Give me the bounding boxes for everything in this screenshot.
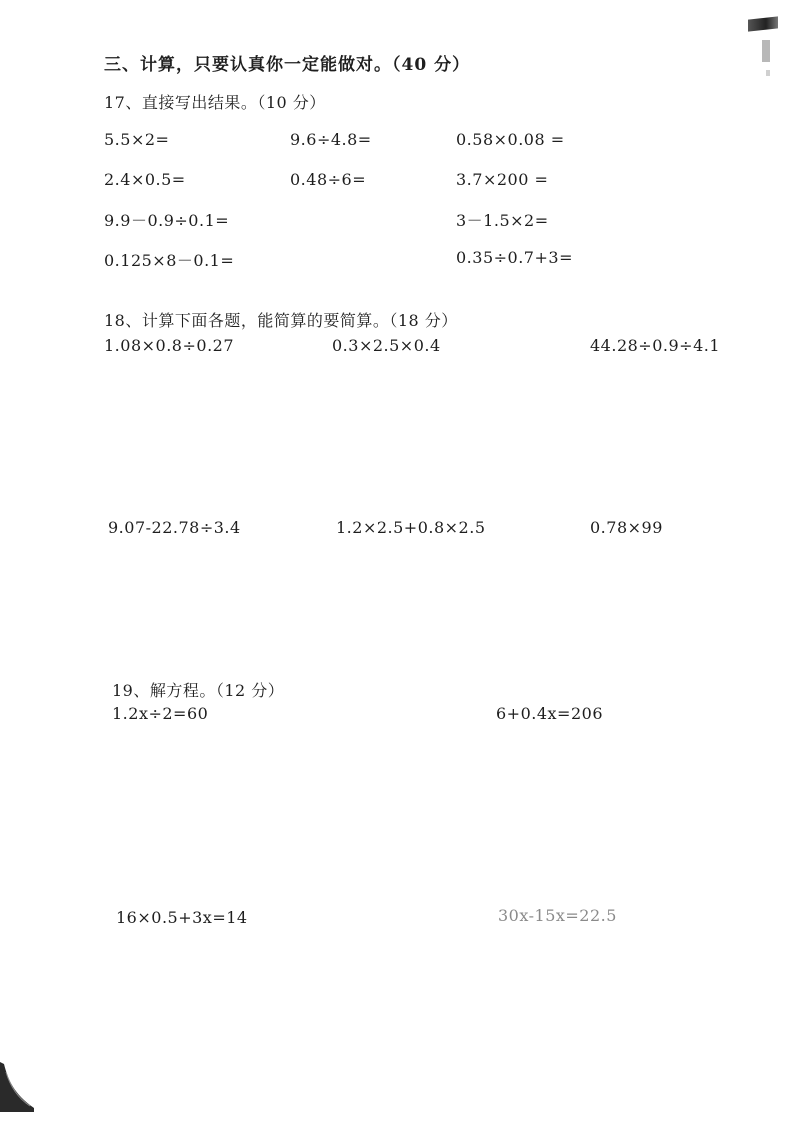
- q17-item-4: 2.4×0.5=: [104, 170, 186, 189]
- q17-item-9: 0.125×8－0.1=: [104, 251, 235, 270]
- q19-item-2: 6+0.4x=206: [496, 704, 603, 723]
- q19-item-3: 16×0.5+3x=14: [116, 908, 248, 927]
- scan-artifact-top-right: [748, 16, 778, 31]
- q18-item-6: 0.78×99: [590, 518, 663, 537]
- q18-item-3: 44.28÷0.9÷4.1: [590, 336, 721, 355]
- scan-artifact-top-right-smudge: [762, 40, 770, 62]
- question-19-title: 19、解方程。（12 分）: [112, 681, 285, 700]
- q18-item-1: 1.08×0.8÷0.27: [104, 336, 235, 355]
- q18-item-2: 0.3×2.5×0.4: [332, 336, 441, 355]
- q17-item-5: 0.48÷6=: [290, 170, 367, 189]
- q19-item-1: 1.2x÷2=60: [112, 704, 209, 723]
- q17-item-10: 0.35÷0.7+3=: [456, 248, 573, 267]
- q17-item-8: 3－1.5×2=: [456, 211, 549, 230]
- question-18-title: 18、计算下面各题，能简算的要简算。（18 分）: [104, 311, 458, 330]
- q19-item-4: 30x-15x=22.5: [498, 906, 617, 925]
- scan-artifact-bottom-left: [0, 1062, 36, 1112]
- question-17-title: 17、直接写出结果。（10 分）: [104, 93, 326, 112]
- q17-item-1: 5.5×2=: [104, 130, 170, 149]
- section-title: 三、计算，只要认真你一定能做对。（40 分）: [104, 55, 471, 75]
- scan-artifact-top-right-dot: [766, 70, 770, 76]
- q17-item-2: 9.6÷4.8=: [290, 130, 372, 149]
- q18-item-5: 1.2×2.5+0.8×2.5: [336, 518, 486, 537]
- q18-item-4: 9.07-22.78÷3.4: [108, 518, 241, 537]
- q17-item-3: 0.58×0.08 =: [456, 130, 565, 149]
- q17-item-6: 3.7×200 =: [456, 170, 549, 189]
- q17-item-7: 9.9－0.9÷0.1=: [104, 211, 230, 230]
